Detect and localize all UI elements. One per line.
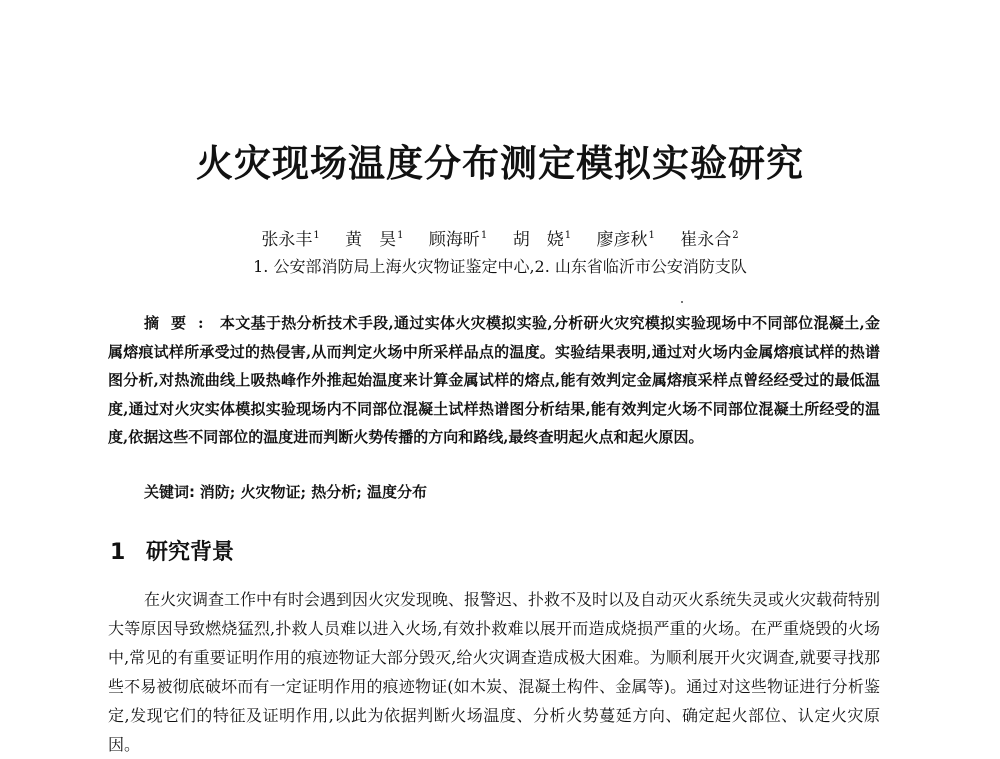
author-name: 胡 娆 [512,230,564,250]
author-affiliation-mark: 1 [564,230,572,241]
keywords-label: 关键词: [144,483,195,501]
abstract [108,309,880,452]
author [429,224,487,252]
author-name: 廖彦秋 [596,230,648,250]
keywords [144,478,880,506]
affiliation-line: 1. 公安部消防局上海火灾物证鉴定中心,2. 山东省临沂市公安消防支队 [253,257,747,276]
author-affiliation-mark: 1 [648,230,655,241]
keywords-text: 消防; 火灾物证; 热分析; 温度分布 [199,483,428,501]
author [345,224,403,252]
abstract-text: 本文基于热分析技术手段,通过实体火灾模拟实验,分析研火灾究模拟实验现场中不同部位混凝土,金属熔痕试样所承受过的热侵害,从而判定火场中所采样品点的温度。实验结果表明,通过对火场内金属熔痕试样的热谱图分析,对热流曲线上吸热峰作外推起始温度来计算金属试样的熔点,能有效判定金属熔痕采样点曾经经受过的最低温度,通过对火灾实体模拟实验现场内不同部位混凝土试样热谱图分析结果,能有效判定火场不同部位混凝土所经受的温度,依据这些不同部位的温度进而判断火势传播的方向和路线,最终查明起火点和起火原因。 [108,314,880,446]
author-list [0,224,1000,252]
author-affiliation-mark: 1 [480,230,488,241]
scan-speck [681,301,683,303]
section-heading [110,538,234,568]
author-name: 黄 昊 [345,230,397,250]
author [596,224,654,252]
author [680,224,738,252]
author [513,224,571,252]
section-number: 1 [110,540,126,565]
author [261,224,319,252]
author-affiliation-mark: 2 [732,230,739,241]
author-name: 顾海昕 [428,230,480,250]
section-title: 研究背景 [146,540,235,565]
author-affiliation-mark: 1 [313,230,320,241]
paper-title: 火灾现场温度分布测定模拟实验研究 [196,142,804,185]
body-paragraph: 在火灾调查工作中有时会遇到因火灾发现晚、报警迟、扑救不及时以及自动灭火系统失灵或火灾载荷特别大等原因导致燃烧猛烈,扑救人员难以进入火场,有效扑救难以展开而造成烧损严重的火场。在严重烧毁的火场中,常见的有重要证明作用的痕迹物证大部分毁灭,给火灾调查造成极大困难。为顺利展开火灾调查,就要寻找那些不易被彻底破坏而有一定证明作用的痕迹物证(如木炭、混凝土构件、金属等)。通过对这些物证进行分析鉴定,发现它们的特征及证明作用,以此为依据判断火场温度、分析火势蔓延方向、确定起火部位、认定火灾原因。 [108,590,881,754]
author-affiliation-mark: 1 [397,230,404,241]
abstract-label: 摘要: [144,314,216,332]
author-name: 崔永合 [680,230,732,250]
author-name: 张永丰 [261,230,313,250]
